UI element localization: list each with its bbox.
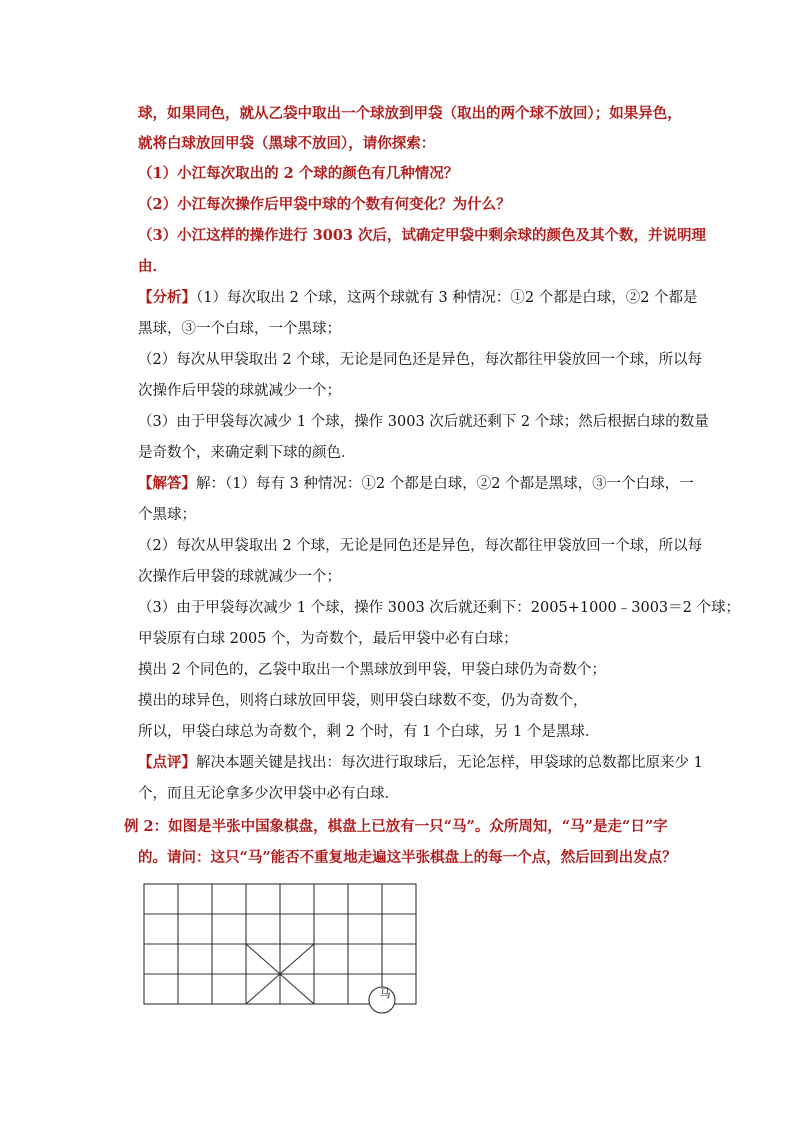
analysis-tag: 【分析】 bbox=[138, 289, 196, 306]
question-3-line-2: 由． bbox=[138, 258, 167, 275]
solution-line-3: （2）每次从甲袋取出 2 个球，无论是同色还是异色，每次都往甲袋放回一个球，所以每 bbox=[138, 538, 703, 554]
problem-intro-line-2: 就将白球放回甲袋（黑球不放回），请你探索： bbox=[138, 135, 436, 152]
analysis-line-4: 次操作后甲袋的球就减少一个； bbox=[138, 383, 341, 399]
solution-line-9: 所以，甲袋白球总为奇数个，剩 2 个时，有 1 个白球，另 1 个是黑球． bbox=[138, 724, 600, 740]
question-1: （1）小江每次取出的 2 个球的颜色有几种情况？ bbox=[138, 165, 459, 182]
analysis-line-3: （2）每次从甲袋取出 2 个球，无论是同色还是异色，每次都往甲袋放回一个球，所以每 bbox=[138, 352, 703, 368]
comment-text-1: 解决本题关键是找出：每次进行取球后，无论怎样，甲袋球的总数都比原来少 1 bbox=[196, 755, 703, 771]
example-2-line-2: 的。请问：这只“马”能否不重复地走遍这半张棋盘上的每一个点，然后回到出发点？ bbox=[138, 849, 677, 866]
solution-line-6: 甲袋原有白球 2005 个，为奇数个，最后甲袋中必有白球； bbox=[138, 631, 518, 647]
analysis-text-1: （1）每次取出 2 个球，这两个球就有 3 种情况：①2 个都是白球，②2 个都是 bbox=[196, 290, 698, 306]
analysis-line-5: （3）由于甲袋每次减少 1 个球，操作 3003 次后就还剩下 2 个球；然后根据白球的数量 bbox=[138, 414, 709, 430]
horse-piece-label: 马 bbox=[379, 987, 391, 1000]
question-3-line-1: （3）小江这样的操作进行 3003 次后，试确定甲袋中剩余球的颜色及其个数，并说明理 bbox=[138, 227, 707, 244]
question-2: （2）小江每次操作后甲袋中球的个数有何变化？为什么？ bbox=[138, 196, 511, 213]
analysis-line-1 bbox=[138, 288, 698, 308]
problem-intro-line-1: 球，如果同色，就从乙袋中取出一个球放到甲袋（取出的两个球不放回）；如果异色， bbox=[138, 105, 682, 122]
solution-text-1: 解：（1）每有 3 种情况：①2 个都是白球，②2 个都是黑球，③一个白球，一 bbox=[196, 476, 694, 492]
solution-tag: 【解答】 bbox=[138, 475, 196, 492]
comment-tag: 【点评】 bbox=[138, 754, 196, 771]
solution-line-5: （3）由于甲袋每次减少 1 个球，操作 3003 次后就还剩下：2005+1000﹣3003＝2 个球； bbox=[138, 600, 740, 616]
solution-line-4: 次操作后甲袋的球就减少一个； bbox=[138, 569, 341, 585]
analysis-line-6: 是奇数个，来确定剩下球的颜色． bbox=[138, 445, 356, 461]
comment-line-2: 个，而且无论拿多少次甲袋中必有白球． bbox=[138, 786, 399, 802]
analysis-line-2: 黑球，③一个白球，一个黑球； bbox=[138, 321, 341, 337]
comment-line-1 bbox=[138, 753, 703, 773]
solution-line-2: 个黑球； bbox=[138, 507, 196, 523]
solution-line-7: 摸出 2 个同色的，乙袋中取出一个黑球放到甲袋，甲袋白球仍为奇数个； bbox=[138, 662, 606, 678]
solution-line-1 bbox=[138, 474, 694, 494]
example-2-line-1: 例 2：如图是半张中国象棋盘，棋盘上已放有一只“马”。众所周知，“马”是走“日”字 bbox=[124, 818, 668, 835]
solution-line-8: 摸出的球异色，则将白球放回甲袋，则甲袋白球数不变，仍为奇数个， bbox=[138, 693, 588, 709]
